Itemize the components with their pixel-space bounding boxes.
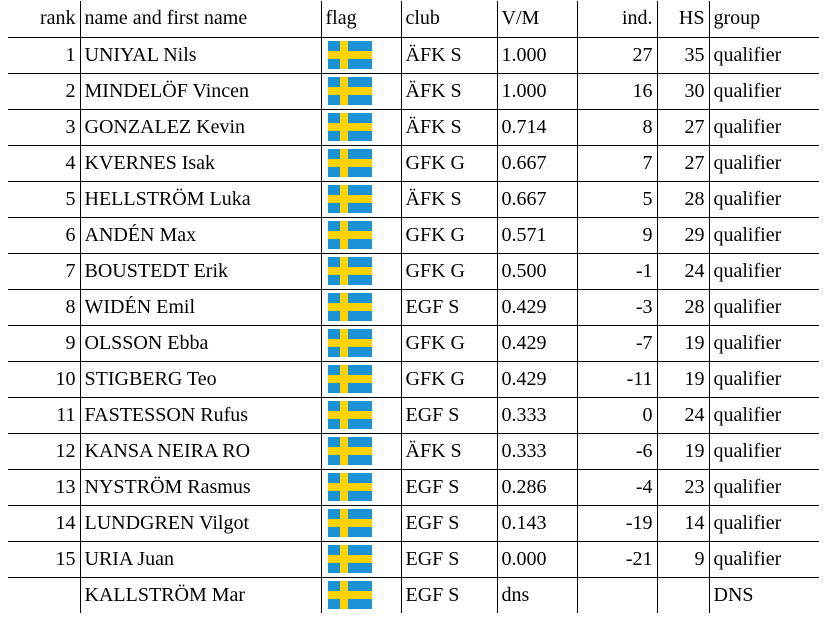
hs-cell: 24 bbox=[657, 253, 709, 289]
hs-cell: 30 bbox=[657, 73, 709, 109]
rank-cell: 12 bbox=[8, 433, 80, 469]
table-row bbox=[8, 73, 819, 109]
name-cell bbox=[80, 109, 321, 145]
player-name: GONZALEZ Kevin bbox=[84, 115, 246, 138]
name-cell bbox=[80, 433, 321, 469]
flag-cell bbox=[321, 253, 401, 289]
ind-cell: 9 bbox=[577, 217, 657, 253]
group-cell: qualifier bbox=[709, 253, 819, 289]
rank-cell: 1 bbox=[8, 37, 80, 73]
vm-cell: 0.333 bbox=[497, 433, 577, 469]
name-cell bbox=[80, 505, 321, 541]
player-name: BOUSTEDT Erik bbox=[84, 259, 229, 282]
rank-cell: 3 bbox=[8, 109, 80, 145]
name-cell bbox=[80, 361, 321, 397]
ind-cell: -1 bbox=[577, 253, 657, 289]
ind-cell: -11 bbox=[577, 361, 657, 397]
player-name: FASTESSON Rufus bbox=[84, 403, 249, 426]
hs-cell: 27 bbox=[657, 145, 709, 181]
ind-cell: -7 bbox=[577, 325, 657, 361]
table-row bbox=[8, 37, 819, 73]
header-club: club bbox=[401, 1, 497, 37]
flag-cell bbox=[321, 325, 401, 361]
table-row bbox=[8, 109, 819, 145]
group-cell: qualifier bbox=[709, 145, 819, 181]
group-cell: qualifier bbox=[709, 361, 819, 397]
group-cell: qualifier bbox=[709, 397, 819, 433]
group-cell: qualifier bbox=[709, 37, 819, 73]
vm-cell: 1.000 bbox=[497, 37, 577, 73]
club-cell: EGF S bbox=[401, 397, 497, 433]
vm-cell: 0.429 bbox=[497, 289, 577, 325]
vm-cell: 0.667 bbox=[497, 181, 577, 217]
vm-cell: 0.571 bbox=[497, 217, 577, 253]
hs-cell: 35 bbox=[657, 37, 709, 73]
hs-cell: 28 bbox=[657, 289, 709, 325]
hs-cell: 14 bbox=[657, 505, 709, 541]
club-cell: GFK G bbox=[401, 145, 497, 181]
flag-cell bbox=[321, 505, 401, 541]
name-cell bbox=[80, 37, 321, 73]
flag-cell bbox=[321, 433, 401, 469]
group-cell: qualifier bbox=[709, 109, 819, 145]
header-hs: HS bbox=[657, 1, 709, 37]
flag-cell bbox=[321, 469, 401, 505]
sweden-flag-icon bbox=[328, 257, 372, 285]
name-cell bbox=[80, 577, 321, 613]
header-ind: ind. bbox=[577, 1, 657, 37]
club-cell: ÄFK S bbox=[401, 433, 497, 469]
group-cell: qualifier bbox=[709, 541, 819, 577]
group-cell: qualifier bbox=[709, 73, 819, 109]
ind-cell: -21 bbox=[577, 541, 657, 577]
sweden-flag-icon bbox=[328, 77, 372, 105]
vm-cell: 0.000 bbox=[497, 541, 577, 577]
rank-cell bbox=[8, 577, 80, 613]
vm-cell: 0.286 bbox=[497, 469, 577, 505]
name-cell bbox=[80, 289, 321, 325]
flag-cell bbox=[321, 181, 401, 217]
flag-cell bbox=[321, 361, 401, 397]
sweden-flag-icon bbox=[328, 149, 372, 177]
club-cell: EGF S bbox=[401, 505, 497, 541]
sweden-flag-icon bbox=[328, 509, 372, 537]
header-row bbox=[8, 1, 819, 37]
group-cell: qualifier bbox=[709, 217, 819, 253]
sweden-flag-icon bbox=[328, 113, 372, 141]
flag-cell bbox=[321, 397, 401, 433]
name-cell bbox=[80, 541, 321, 577]
group-cell: qualifier bbox=[709, 469, 819, 505]
player-name: STIGBERG Teo bbox=[84, 367, 217, 390]
hs-cell: 28 bbox=[657, 181, 709, 217]
rank-cell: 10 bbox=[8, 361, 80, 397]
table-row bbox=[8, 181, 819, 217]
table-row bbox=[8, 325, 819, 361]
ind-cell: -3 bbox=[577, 289, 657, 325]
header-group: group bbox=[709, 1, 819, 37]
rank-cell: 9 bbox=[8, 325, 80, 361]
hs-cell: 19 bbox=[657, 361, 709, 397]
sweden-flag-icon bbox=[328, 437, 372, 465]
club-cell: ÄFK S bbox=[401, 37, 497, 73]
ind-cell: 5 bbox=[577, 181, 657, 217]
hs-cell: 9 bbox=[657, 541, 709, 577]
table-row bbox=[8, 217, 819, 253]
table-row bbox=[8, 469, 819, 505]
name-cell bbox=[80, 469, 321, 505]
club-cell: EGF S bbox=[401, 577, 497, 613]
name-cell bbox=[80, 145, 321, 181]
table-row bbox=[8, 361, 819, 397]
flag-cell bbox=[321, 73, 401, 109]
ind-cell: -4 bbox=[577, 469, 657, 505]
ind-cell bbox=[577, 577, 657, 613]
club-cell: GFK G bbox=[401, 325, 497, 361]
vm-cell: 0.429 bbox=[497, 325, 577, 361]
name-cell bbox=[80, 253, 321, 289]
sweden-flag-icon bbox=[328, 329, 372, 357]
results-table bbox=[8, 1, 819, 613]
sweden-flag-icon bbox=[328, 365, 372, 393]
hs-cell bbox=[657, 577, 709, 613]
player-name: MINDELÖF Vincen bbox=[84, 79, 250, 102]
sweden-flag-icon bbox=[328, 473, 372, 501]
group-cell: qualifier bbox=[709, 433, 819, 469]
sweden-flag-icon bbox=[328, 581, 372, 609]
rank-cell: 14 bbox=[8, 505, 80, 541]
player-name: KALLSTRÖM Mar bbox=[84, 583, 246, 606]
player-name: HELLSTRÖM Luka bbox=[84, 187, 251, 210]
club-cell: GFK G bbox=[401, 253, 497, 289]
flag-cell bbox=[321, 109, 401, 145]
header-vm: V/M bbox=[497, 1, 577, 37]
rank-cell: 11 bbox=[8, 397, 80, 433]
ind-cell: 0 bbox=[577, 397, 657, 433]
rank-cell: 15 bbox=[8, 541, 80, 577]
hs-cell: 19 bbox=[657, 433, 709, 469]
vm-cell: 0.714 bbox=[497, 109, 577, 145]
hs-cell: 19 bbox=[657, 325, 709, 361]
table-row bbox=[8, 289, 819, 325]
table-row bbox=[8, 397, 819, 433]
player-name: NYSTRÖM Rasmus bbox=[84, 475, 251, 498]
table-row bbox=[8, 505, 819, 541]
sweden-flag-icon bbox=[328, 41, 372, 69]
ind-cell: -6 bbox=[577, 433, 657, 469]
ind-cell: 27 bbox=[577, 37, 657, 73]
player-name: KVERNES Isak bbox=[84, 151, 216, 174]
sweden-flag-icon bbox=[328, 401, 372, 429]
group-cell: qualifier bbox=[709, 505, 819, 541]
flag-cell bbox=[321, 37, 401, 73]
ind-cell: -19 bbox=[577, 505, 657, 541]
group-cell: qualifier bbox=[709, 181, 819, 217]
club-cell: ÄFK S bbox=[401, 73, 497, 109]
sweden-flag-icon bbox=[328, 185, 372, 213]
club-cell: ÄFK S bbox=[401, 109, 497, 145]
name-cell bbox=[80, 397, 321, 433]
flag-cell bbox=[321, 217, 401, 253]
table-row bbox=[8, 253, 819, 289]
vm-cell: 0.333 bbox=[497, 397, 577, 433]
name-cell bbox=[80, 181, 321, 217]
player-name: OLSSON Ebba bbox=[84, 331, 209, 354]
name-cell bbox=[80, 73, 321, 109]
header-name: name and first name bbox=[80, 1, 321, 37]
sweden-flag-icon bbox=[328, 545, 372, 573]
flag-cell bbox=[321, 577, 401, 613]
group-cell: qualifier bbox=[709, 325, 819, 361]
player-name: UNIYAL Nils bbox=[84, 43, 197, 66]
club-cell: ÄFK S bbox=[401, 181, 497, 217]
ind-cell: 8 bbox=[577, 109, 657, 145]
name-cell bbox=[80, 217, 321, 253]
player-name: URIA Juan bbox=[84, 547, 174, 570]
vm-cell: 0.143 bbox=[497, 505, 577, 541]
vm-cell: 0.500 bbox=[497, 253, 577, 289]
header-flag: flag bbox=[321, 1, 401, 37]
club-cell: GFK G bbox=[401, 217, 497, 253]
player-name: LUNDGREN Vilgot bbox=[84, 511, 250, 534]
rank-cell: 4 bbox=[8, 145, 80, 181]
table-row bbox=[8, 433, 819, 469]
rank-cell: 6 bbox=[8, 217, 80, 253]
table-row bbox=[8, 577, 819, 613]
sweden-flag-icon bbox=[328, 221, 372, 249]
group-cell: qualifier bbox=[709, 289, 819, 325]
vm-cell: 0.667 bbox=[497, 145, 577, 181]
group-cell: DNS bbox=[709, 577, 819, 613]
flag-cell bbox=[321, 145, 401, 181]
ind-cell: 16 bbox=[577, 73, 657, 109]
rank-cell: 13 bbox=[8, 469, 80, 505]
sweden-flag-icon bbox=[328, 293, 372, 321]
flag-cell bbox=[321, 541, 401, 577]
table-row bbox=[8, 541, 819, 577]
club-cell: EGF S bbox=[401, 469, 497, 505]
player-name: ANDÉN Max bbox=[84, 223, 197, 246]
rank-cell: 5 bbox=[8, 181, 80, 217]
hs-cell: 23 bbox=[657, 469, 709, 505]
flag-cell bbox=[321, 289, 401, 325]
club-cell: GFK G bbox=[401, 361, 497, 397]
hs-cell: 27 bbox=[657, 109, 709, 145]
vm-cell: 0.429 bbox=[497, 361, 577, 397]
club-cell: EGF S bbox=[401, 289, 497, 325]
ind-cell: 7 bbox=[577, 145, 657, 181]
table-row bbox=[8, 145, 819, 181]
header-rank: rank bbox=[8, 1, 80, 37]
rank-cell: 2 bbox=[8, 73, 80, 109]
player-name: WIDÉN Emil bbox=[84, 295, 196, 318]
name-cell bbox=[80, 325, 321, 361]
club-cell: EGF S bbox=[401, 541, 497, 577]
vm-cell: dns bbox=[497, 577, 577, 613]
player-name: KANSA NEIRA RO bbox=[84, 439, 251, 462]
rank-cell: 7 bbox=[8, 253, 80, 289]
hs-cell: 24 bbox=[657, 397, 709, 433]
vm-cell: 1.000 bbox=[497, 73, 577, 109]
rank-cell: 8 bbox=[8, 289, 80, 325]
hs-cell: 29 bbox=[657, 217, 709, 253]
